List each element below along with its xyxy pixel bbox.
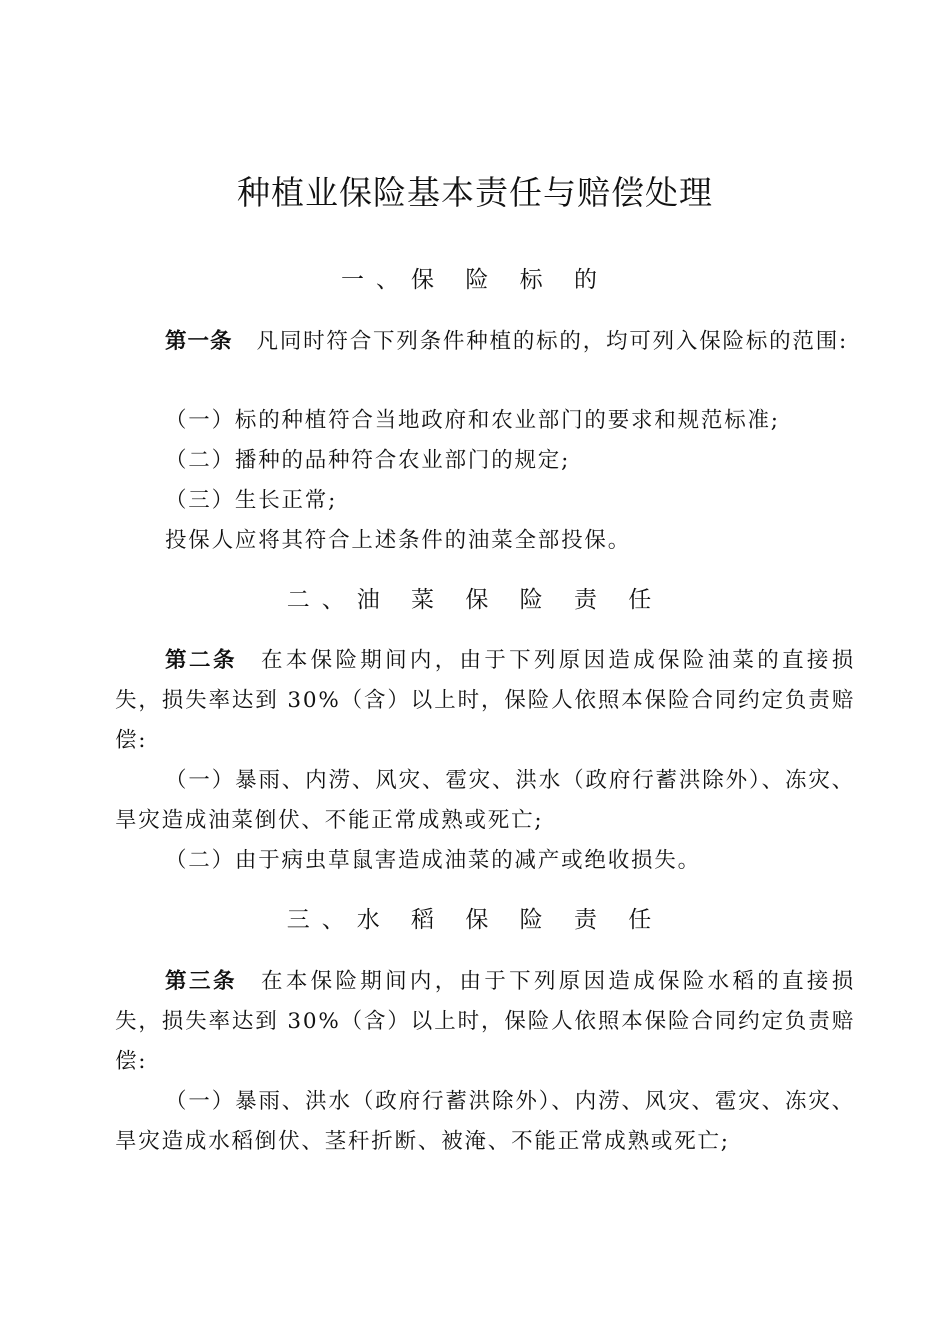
article-text: 在本保险期间内，由于下列原因造成保险油菜的直接损失，损失率达到 30%（含）以上时，保险人依照本保险合同约定负责赔偿:: [115, 648, 855, 753]
section-heading-2: 二、油 菜 保 险 责 任: [286, 587, 664, 613]
article-number: 第三条: [165, 969, 238, 994]
list-item: （一）暴雨、内涝、风灾、雹灾、洪水（政府行蓄洪除外）、冻灾、旱灾造成油菜倒伏、不能正常成熟或死亡;: [115, 768, 855, 833]
article-1: [115, 322, 855, 362]
article-number: 第二条: [165, 648, 238, 673]
article-text: 凡同时符合下列条件种植的标的，均可列入保险标的范围:: [256, 329, 849, 354]
article-number: 第一条: [165, 329, 233, 354]
list-item: （一）暴雨、洪水（政府行蓄洪除外）、内涝、风灾、雹灾、冻灾、旱灾造成水稻倒伏、茎秆折断、被淹、不能正常成熟或死亡;: [115, 1089, 855, 1154]
article-text: 在本保险期间内，由于下列原因造成保险水稻的直接损失，损失率达到 30%（含）以上时，保险人依照本保险合同约定负责赔偿:: [115, 969, 855, 1074]
list-item: （二）由于病虫草鼠害造成油菜的减产或绝收损失。: [165, 848, 701, 873]
section-heading-3: 三、水 稻 保 险 责 任: [286, 907, 664, 933]
article-3: [115, 962, 855, 1082]
document-title: 种植业保险基本责任与赔偿处理: [237, 173, 713, 212]
list-item: （二）播种的品种符合农业部门的规定;: [165, 448, 571, 473]
list-item: （三）生长正常;: [165, 488, 338, 513]
section-heading-1: 一、保 险 标 的: [341, 267, 609, 293]
list-item: （一）标的种植符合当地政府和农业部门的要求和规范标准;: [165, 408, 780, 433]
article-2: [115, 641, 855, 761]
closing-note: 投保人应将其符合上述条件的油菜全部投保。: [165, 528, 632, 553]
